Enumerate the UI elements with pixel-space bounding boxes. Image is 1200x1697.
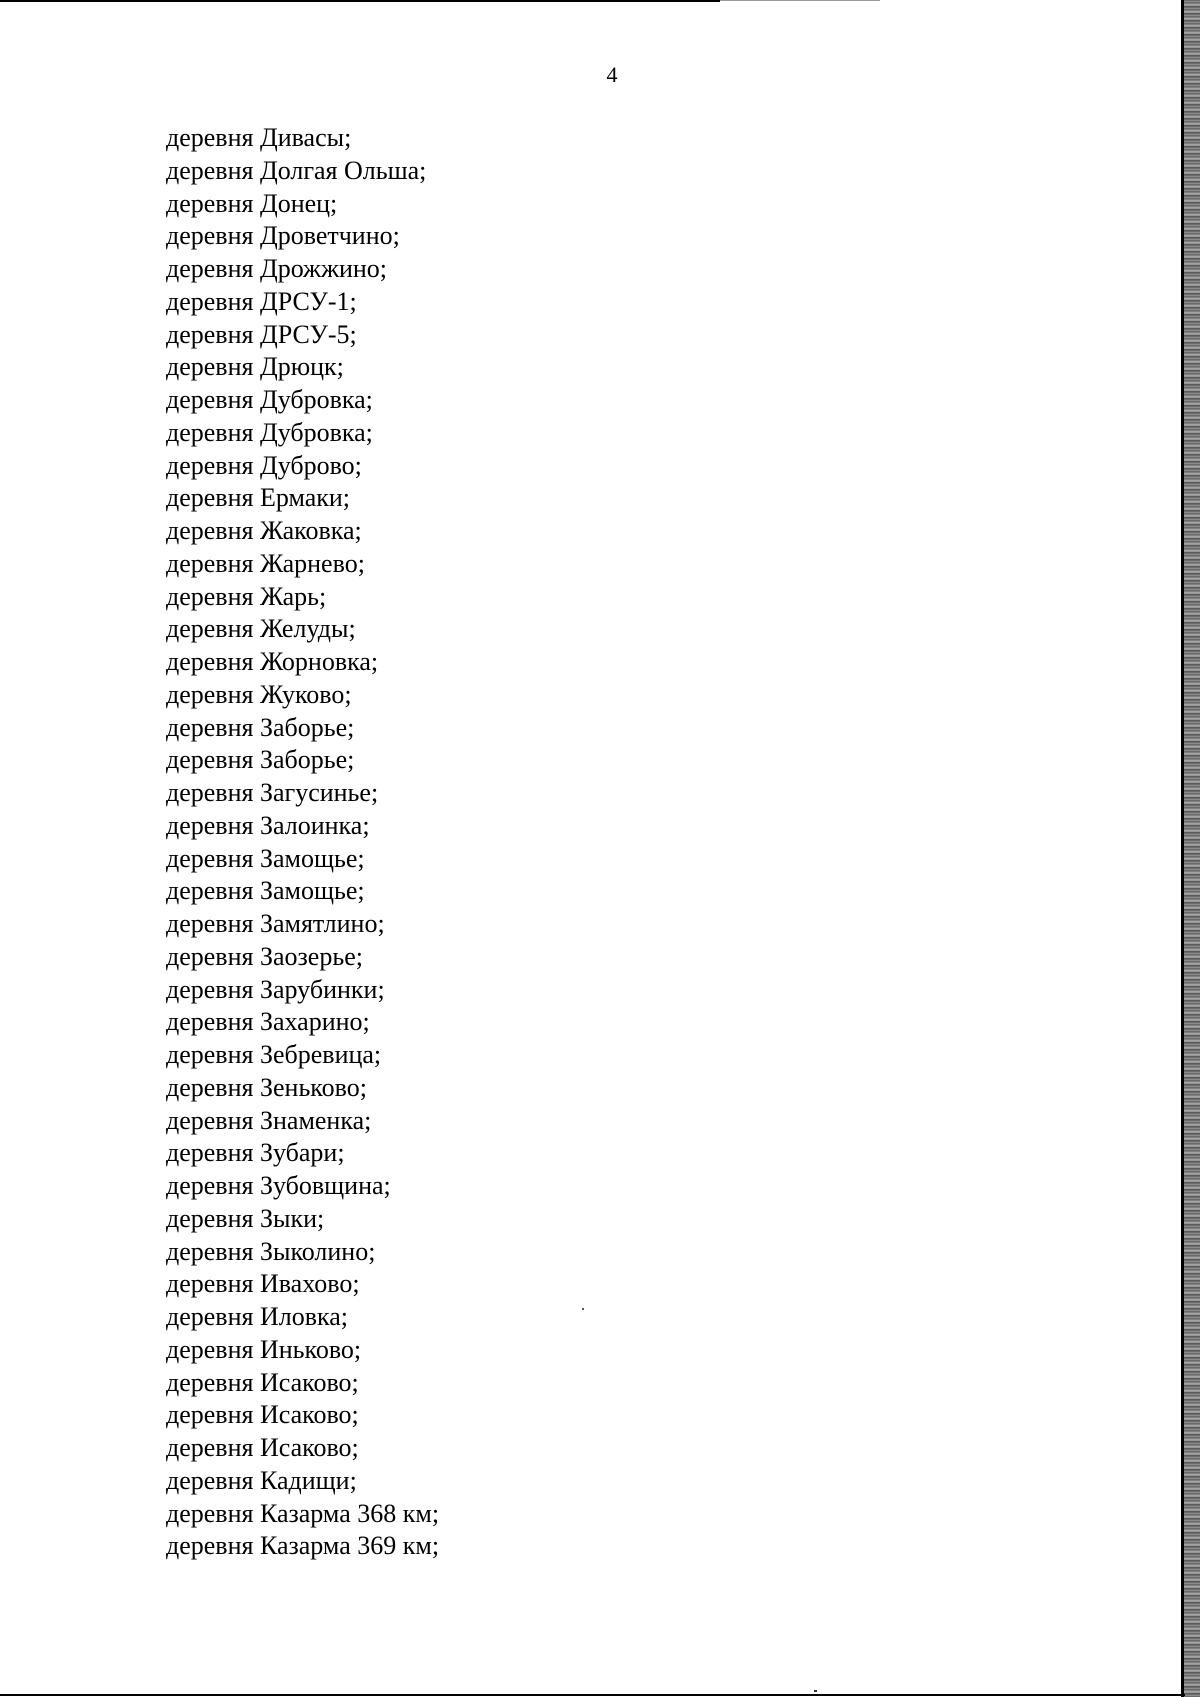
scan-top-edge xyxy=(0,0,720,2)
scan-side-strip xyxy=(1184,0,1200,1697)
settlement-item: деревня Знаменка; xyxy=(166,1105,372,1135)
settlement-item: деревня Зебревица; xyxy=(166,1040,382,1069)
settlement-item: деревня Жорновка; xyxy=(166,647,379,676)
settlement-item: деревня Заборье; xyxy=(166,745,355,775)
settlement-item: деревня Замятлино; xyxy=(166,909,385,938)
settlement-item: деревня Иньково; xyxy=(166,1334,362,1364)
settlement-item: деревня Кадищи; xyxy=(166,1465,357,1495)
settlement-item: деревня Зыки; xyxy=(166,1203,325,1233)
scan-speck-bottom xyxy=(814,1690,817,1692)
page-number: 4 xyxy=(606,62,618,87)
settlement-item: деревня Дубровка; xyxy=(166,385,373,414)
settlement-item: деревня Зыколино; xyxy=(166,1236,376,1266)
settlement-item: деревня Дубровка; xyxy=(166,417,373,447)
settlement-item: деревня Заборье; xyxy=(166,712,355,742)
settlement-item: деревня Жарнево; xyxy=(166,548,365,578)
settlement-item: деревня Загусинье; xyxy=(166,778,379,807)
settlement-item: деревня Долгая Ольша; xyxy=(166,155,427,185)
settlement-item: деревня Зубовщина; xyxy=(166,1171,391,1200)
settlement-item: деревня Ивахово; xyxy=(166,1269,360,1299)
settlement-item: деревня Дрожжино; xyxy=(166,254,388,283)
settlement-item: деревня Ермаки; xyxy=(166,483,351,513)
settlement-item: деревня Жаковка; xyxy=(166,516,362,545)
settlement-item: деревня Захарино; xyxy=(166,1007,370,1037)
settlement-item: деревня Исаково; xyxy=(166,1367,359,1397)
scan-top-edge-tail xyxy=(720,0,880,1)
settlement-item: деревня Заозерье; xyxy=(166,941,363,971)
settlement-item: деревня Казарма 368 км; xyxy=(166,1498,440,1528)
settlement-item: деревня Жарь; xyxy=(166,581,327,611)
settlement-item: деревня Исаково; xyxy=(166,1433,359,1462)
settlement-item: деревня ДРСУ-5; xyxy=(166,319,357,349)
settlement-item: деревня Замощье; xyxy=(166,843,365,873)
settlement-item: деревня Дроветчино; xyxy=(166,221,400,251)
settlement-item: деревня Иловка; xyxy=(166,1302,348,1331)
settlement-item: деревня Исаково; xyxy=(166,1400,359,1430)
scan-bottom-edge xyxy=(0,1694,1185,1696)
settlement-item: деревня Донец; xyxy=(166,188,338,218)
scan-speck xyxy=(582,1308,584,1310)
settlement-item: деревня Казарма 369 км; xyxy=(166,1531,440,1561)
settlement-item: деревня Дуброво; xyxy=(166,450,362,480)
settlement-item: деревня Зеньково; xyxy=(166,1072,367,1102)
settlement-item: деревня Жуково; xyxy=(166,679,352,709)
settlement-item: деревня Замощье; xyxy=(166,876,365,906)
settlement-item: деревня Дивасы; xyxy=(166,123,352,152)
settlement-item: деревня ДРСУ-1; xyxy=(166,286,357,316)
settlement-item: деревня Залоинка; xyxy=(166,810,370,840)
settlement-item: деревня Желуды; xyxy=(166,614,356,644)
settlement-item: деревня Дрюцк; xyxy=(166,352,344,382)
settlement-item: деревня Зарубинки; xyxy=(166,974,385,1004)
settlement-list xyxy=(166,122,439,1563)
settlement-item: деревня Зубари; xyxy=(166,1138,345,1168)
